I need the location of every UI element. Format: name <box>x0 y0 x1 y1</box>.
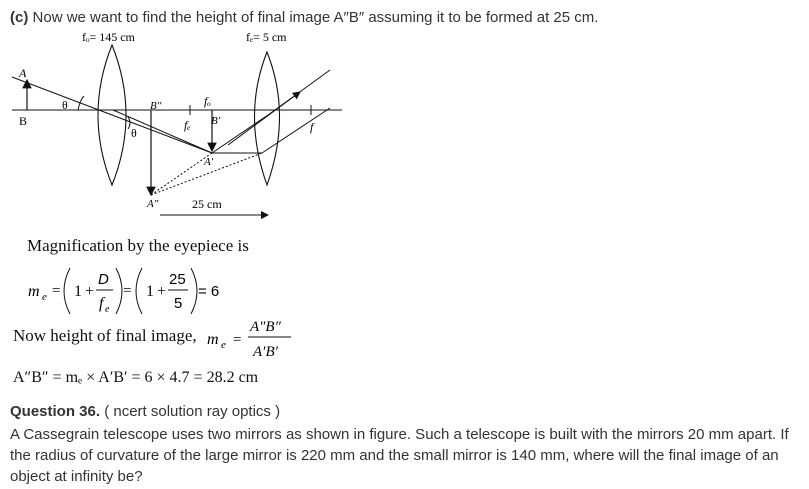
question-label: Question 36. <box>10 403 101 420</box>
svg-text:5: 5 <box>174 295 183 312</box>
svg-text:f: f <box>99 295 104 312</box>
question-source: ( ncert solution ray optics ) <box>100 403 281 420</box>
svg-text:e: e <box>42 291 47 303</box>
theta-right: θ <box>131 126 137 140</box>
fe-label: fₑ= 5 cm <box>246 30 287 44</box>
telescope-ray-diagram <box>0 25 380 225</box>
svg-text:+: + <box>157 283 167 300</box>
part-heading <box>10 9 598 26</box>
height-statement: Now height of final image, <box>13 326 197 345</box>
svg-text:1: 1 <box>74 283 82 300</box>
svg-text:m: m <box>28 283 40 300</box>
f-right-label: f <box>310 120 314 134</box>
svg-text:D: D <box>98 271 109 288</box>
label-B: B <box>19 114 28 128</box>
magnification-heading: Magnification by the eyepiece is <box>27 236 249 255</box>
svg-text:=: = <box>52 283 61 299</box>
magnification-formula <box>28 262 238 320</box>
svg-text:25: 25 <box>169 271 186 288</box>
svg-text:=: = <box>233 332 242 348</box>
fo-label: fₒ= 145 cm <box>82 30 135 44</box>
label-A: A <box>19 66 27 80</box>
svg-text:e: e <box>221 339 226 351</box>
svg-text:= 6: = 6 <box>198 283 220 300</box>
eyepiece-lens <box>255 52 280 185</box>
label-A-prime: A′ <box>204 156 214 168</box>
part-label: (c) <box>10 9 29 26</box>
fe-mid-label: fₑ <box>184 118 191 132</box>
question-body: A Cassegrain telescope uses two mirrors as shown in figure. Such a telescope is built with the mirrors 20 mm apart. If the radius of curvature of the large mirror is 220 mm and the small mirror is 140 mm, where will the final image of an object at infinity be? <box>10 426 789 485</box>
svg-text:A″B″: A″B″ <box>250 319 281 335</box>
distance-label: 25 cm <box>192 197 222 211</box>
label-A-double-prime: A″ <box>147 198 159 210</box>
svg-text:=: = <box>123 283 132 299</box>
svg-text:1: 1 <box>146 283 154 300</box>
fo-mid-label: fₒ <box>204 94 211 108</box>
incoming-ray <box>12 77 212 153</box>
svg-text:+: + <box>85 283 95 300</box>
result-line: A″B″ = mₑ × A′B′ = 6 × 4.7 = 28.2 cm <box>13 369 259 386</box>
part-text: Now we want to find the height of final image A″B″ assuming it to be formed at 25 cm. <box>32 9 599 26</box>
svg-text:m: m <box>207 331 219 348</box>
svg-text:e: e <box>105 304 110 315</box>
label-B-double-prime: B″ <box>150 100 162 112</box>
height-formula <box>204 314 304 364</box>
theta-left: θ <box>62 98 68 112</box>
label-B-prime: B′ <box>211 115 221 127</box>
question-heading <box>10 403 280 420</box>
svg-text:A′B′: A′B′ <box>253 344 278 360</box>
